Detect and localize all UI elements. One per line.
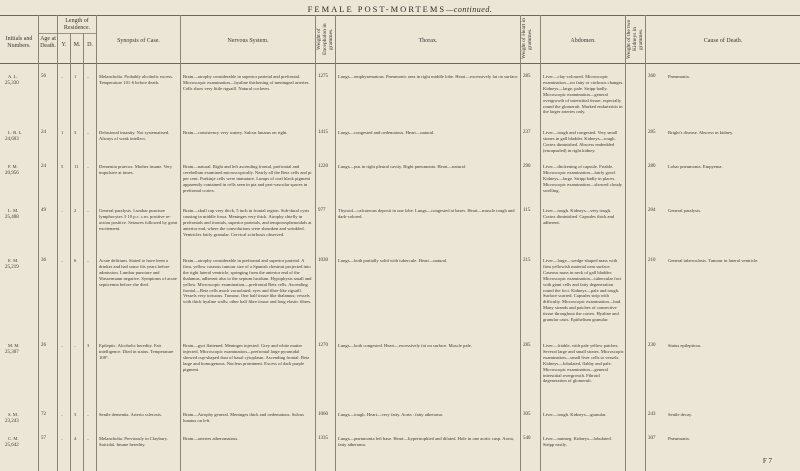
header-synopsis: Synopsis of Case. <box>117 38 160 44</box>
row-years: .. <box>61 412 64 417</box>
row-years: 1 <box>61 130 64 135</box>
row-age: 24 <box>41 164 46 169</box>
row-years: .. <box>61 343 64 348</box>
row-initials: A. L. <box>8 74 18 79</box>
page-subtitle: —continued. <box>446 5 493 14</box>
row-cause: Senile decay. <box>668 412 693 417</box>
row-abdomen: Liver—large—wedge-shaped mass with firm yellowish material near surface. Caseous mass in neck of gall bladder. Microscopic examination—tubercular foci with giant cells and fatty degeneration round the foci. Kidneys—pale and tough. Surface scarred. Capsules strip with difficulty. Microscopic examination—bad. Many strands and patches of connective tissue throughout the cortex. Hyaline and granular casts. Epithelium granular. <box>543 258 622 323</box>
header-weight-encephalon: Weight of Encephalon in grammes. <box>316 23 334 55</box>
col-line <box>83 33 84 471</box>
row-age: 56 <box>41 74 46 79</box>
row-synopsis: Delusional insanity. Not systematised. Always of weak intellect. <box>99 130 170 141</box>
row-thorax: Thyroid—calcareous deposit in one lobe. Lungs—congested at bases. Heart—muscle tough and dark-colored. <box>338 208 515 219</box>
row-cause: Bright's disease. Abscess in kidney. <box>668 130 734 135</box>
row-abdomen: Liver—tough. Kidneys—very tough. Cortex diminished. Capsules thick and adherent. <box>543 208 615 225</box>
page-signature: F 7 <box>762 457 772 465</box>
row-encephalon: 1335 <box>318 436 328 441</box>
header-d: D. <box>87 42 93 48</box>
row-heart: 115 <box>523 208 531 213</box>
header-y: Y. <box>61 42 67 48</box>
row-kidneys: 360 <box>648 74 656 79</box>
row-initials: S. M. <box>8 412 19 417</box>
row-synopsis: Melancholia. Previously in Claybury. Suicidal. Insane heredity. <box>99 436 168 447</box>
row-heart: 215 <box>523 258 531 263</box>
row-thorax: Lungs—both congested. Heart—excessively fat on surface. Muscle pale. <box>338 343 472 348</box>
row-age: 57 <box>41 436 46 441</box>
row-kidneys: 285 <box>648 130 656 135</box>
row-encephalon: 1275 <box>318 74 328 79</box>
row-number: 24,603 <box>5 137 19 142</box>
row-initials: F. M. <box>8 164 18 169</box>
row-heart: 290 <box>523 164 531 169</box>
row-kidneys: 280 <box>648 164 656 169</box>
col-line <box>70 33 71 471</box>
row-initials: E. M. <box>8 258 19 263</box>
row-nervous: Brain—arteries atheromatous. <box>183 436 239 441</box>
row-encephalon: 1060 <box>318 412 328 417</box>
row-kidneys: 204 <box>648 208 656 213</box>
row-number: 20,956 <box>5 171 19 176</box>
row-age: 24 <box>41 130 46 135</box>
header-m: M. <box>73 42 81 48</box>
row-days: .. <box>87 436 90 441</box>
row-months: 4 <box>74 436 77 441</box>
row-number: 23,243 <box>5 419 19 424</box>
header-initials: Initials and Numbers. <box>5 36 33 49</box>
row-age: 26 <box>41 343 46 348</box>
row-initials: L. B. L. <box>8 130 23 135</box>
col-line <box>645 15 646 471</box>
col-line <box>540 15 541 471</box>
row-age: 36 <box>41 258 46 263</box>
row-days: .. <box>87 412 90 417</box>
row-number: 25,219 <box>5 265 19 270</box>
row-synopsis: General paralysis. Lumbar puncture lymphocytes 3·10 p.c. c.m. positive re-action positive. Seizures followed by great excitement. <box>99 208 178 231</box>
row-days: .. <box>87 130 90 135</box>
col-line <box>180 15 181 471</box>
row-cause: Status epilepticus. <box>668 343 702 348</box>
page-title: FEMALE POST-MORTEMS <box>307 4 447 14</box>
row-encephalon: 1270 <box>318 343 328 348</box>
row-kidneys: 243 <box>648 412 656 417</box>
row-months: 6 <box>74 258 77 263</box>
row-encephalon: 1030 <box>318 258 328 263</box>
row-nervous: Brain—skull cap very thick, 5 inch in frontal region. Sub-dural cysts causing in middle fossa. Meninges very thick. Atrophy chiefly in prefrontals and frontals, superior parietals, and temporosphenoidals at anterior end, where the convolutions were shrunken and wrinkled. Ventricles fairly granular. Cervical scirrhosis observed. <box>183 208 312 237</box>
row-thorax: Lungs—emphysematous. Pneumonic area in right middle lobe. Heart—excessively fat on surface. <box>338 74 519 79</box>
row-synopsis: Senile dementia. Arterio sclerosis. <box>99 412 162 417</box>
row-abdomen: Liver—tough and congested. Very small stones in gall bladder. Kidneys—tough. Cortex diminished. Abscess embedded (encapsuled) in right kidney. <box>543 130 618 153</box>
row-synopsis: Epileptic. Alcoholic heredity. Fair intelligence. Died in status. Temperature 108°. <box>99 343 174 360</box>
row-years: .. <box>61 258 64 263</box>
row-years: .. <box>61 74 64 79</box>
row-cause: General paralysis. <box>668 208 702 213</box>
header-weight-heart: Weight of Heart in grammes. <box>521 18 533 60</box>
residence-subrule <box>38 33 96 34</box>
row-thorax: Lungs—both partially solid with tubercule. Heart—natural. <box>338 258 448 263</box>
row-nervous: Brain—natural. Right and left ascending frontal, prefrontal and cerebellum examined microscopically. Nearly all the Betz cells and pi per cent. Purkinje cells were immature. Lumps of coal black pigment apparently contained in cells seen in pia and peri-vascular spaces in prefrontal cortex. <box>183 164 312 193</box>
row-months: 3 <box>74 412 77 417</box>
row-nervous: Brain—gyri flattened. Meninges injected. Grey and white matter injected. Microscopic examination—prefrontal large pyramidal showed cup-shaped dust of basal cytoplasm. Ascending frontal. Betz large and homogenous. Nucleus prominent. Excess of dark purple pigment. <box>183 343 310 372</box>
row-age: 72 <box>41 412 46 417</box>
row-years: .. <box>61 436 64 441</box>
row-number: 25,307 <box>5 350 19 355</box>
col-line <box>38 15 39 471</box>
row-days: .. <box>87 164 90 169</box>
row-abdomen: Liver—thickening of capsule. Friable. Microscopic examination—fairly good. Kidneys—large. Stripp badly in places. Microscopic examination—showed cloudy swelling. <box>543 164 623 193</box>
row-abdomen: Liver—friable, with pale yellow patches. Several large and small stones. Microscopic examination—small liver cells to vessels. Kidneys—lobulated, flabby and pale. Microscopic examination—general interstitial overgrowth. Fibroid degeneration of glomeruli. <box>543 343 624 384</box>
col-line <box>96 15 97 471</box>
row-encephalon: 1220 <box>318 164 328 169</box>
row-nervous: Brain—Atrophy general. Meninges thick and oedematous. Sulcus lunatus on left. <box>183 412 304 423</box>
col-line <box>335 15 336 471</box>
row-months: 1 <box>74 74 77 79</box>
header-thorax: Thorax. <box>418 38 438 44</box>
header-top-rule <box>0 15 800 16</box>
row-initials: M. M. <box>8 343 20 348</box>
row-thorax: Lungs—pneumonia left base. Heart—hypertrophied and dilated. Hole in one aortic cusp. Aorta, fatty atheroma. <box>338 436 514 447</box>
header-residence: Length of Residence. <box>63 18 91 31</box>
header-age: Age at Death. <box>40 36 56 49</box>
row-abdomen: Liver—clay-coloured. Microscopic examination—no fatty or cirrhosis changes. Kidneys—large, pale. Stripp badly. Microscopic examination—general overgrowth of interstitial tissue, especially round the glomeruli. Marked endarteritis in the larger arteries only. <box>543 74 624 115</box>
row-number: 25,330 <box>5 81 19 86</box>
row-years: .. <box>61 208 64 213</box>
row-thorax: Lungs—pus in right pleural cavity. Right pneumonia. Heart—natural. <box>338 164 467 169</box>
row-nervous: Brain—atrophy considerable in superior parietal and prefrontal. Microscopic examination—hyaline thickening of meningeal arteries. Cells show very little rigsaill. Natural coclaves. <box>183 74 310 91</box>
row-synopsis: Acute delirium. Stated to have been a drinker and had some fits years before admission. Lumbar puncture and Wassermann negative. Symptoms of acute septicemia before she died. <box>99 258 177 287</box>
row-years: 5 <box>61 164 64 169</box>
row-nervous: Brain—atrophy considerable in prefrontal and superior parietal. A firm, yellow caseous tumour size of a Spanish chestnut projected into the right lateral ventricle, springing from the anterior end of the thalamus, adherent also to the septum lucidum. Hypophysis small and yellow. Microscopic examination—prefrontal Betz cells. Ascending frontal—Betz cells much vacuolated; eyes and fibre-like rigsaill. Vessels very tortuous. Tumour. One half tissue like thalamus; vessels with thick hyaline walls; other half fibre tissue and long elastic fibres. <box>183 258 312 305</box>
row-abdomen: Liver—nutmeg. Kidneys—lobulated. Stripp easily. <box>543 436 612 447</box>
row-heart: 305 <box>523 412 531 417</box>
header-bottom-rule <box>0 63 800 64</box>
row-cause: General tuberculosis. Tumour in lateral ventricle. <box>668 258 759 263</box>
row-months: 3 <box>74 130 77 135</box>
row-cause: Pneumonia. <box>668 436 690 441</box>
row-heart: 237 <box>523 130 531 135</box>
row-kidneys: 230 <box>648 343 656 348</box>
row-kidneys: 307 <box>648 436 656 441</box>
row-thorax: Lungs—congested and oedematous. Heart—natural. <box>338 130 435 135</box>
header-weight-kidneys: Weight of the two Kidneys in grammes. <box>626 19 644 59</box>
row-nervous: Brain—consistency very watery. Sulcus lunatus on right. <box>183 130 288 135</box>
row-synopsis: Dementia praecox. Mother insane. Very impulsive at times. <box>99 164 173 175</box>
row-heart: 285 <box>523 74 531 79</box>
row-days: .. <box>87 258 90 263</box>
row-initials: L. M. <box>8 208 19 213</box>
row-days: .. <box>87 208 90 213</box>
row-synopsis: Melancholia. Probably alcoholic excess. Temperature 101·6 before death. <box>99 74 174 85</box>
row-thorax: Lungs—tough. Heart—very fatty. Aorta : fatty atheroma. <box>338 412 443 417</box>
row-cause: Lobar pneumonia. Empyema. <box>668 164 723 169</box>
row-kidneys: 210 <box>648 258 656 263</box>
row-days: 3 <box>87 343 90 348</box>
row-months: 11 <box>74 164 79 169</box>
row-number: 25,408 <box>5 215 19 220</box>
row-months: .. <box>74 343 77 348</box>
header-nervous: Nervous System. <box>227 38 269 44</box>
row-months: 2 <box>74 208 77 213</box>
header-cause: Cause of Death. <box>703 38 743 44</box>
row-number: 25,642 <box>5 443 19 448</box>
col-line <box>520 15 521 471</box>
col-line <box>315 15 316 471</box>
row-abdomen: Liver—tough. Kidneys—granular. <box>543 412 607 417</box>
header-abdomen: Abdomen. <box>570 38 596 44</box>
row-cause: Pneumonia. <box>668 74 690 79</box>
row-age: 49 <box>41 208 46 213</box>
row-encephalon: 1415 <box>318 130 328 135</box>
col-line <box>625 15 626 471</box>
row-heart: 540 <box>523 436 531 441</box>
row-heart: 285 <box>523 343 531 348</box>
col-line <box>57 15 58 471</box>
row-encephalon: 977 <box>318 208 326 213</box>
page-heading <box>0 4 800 14</box>
row-days: .. <box>87 74 90 79</box>
row-initials: C. M. <box>8 436 19 441</box>
